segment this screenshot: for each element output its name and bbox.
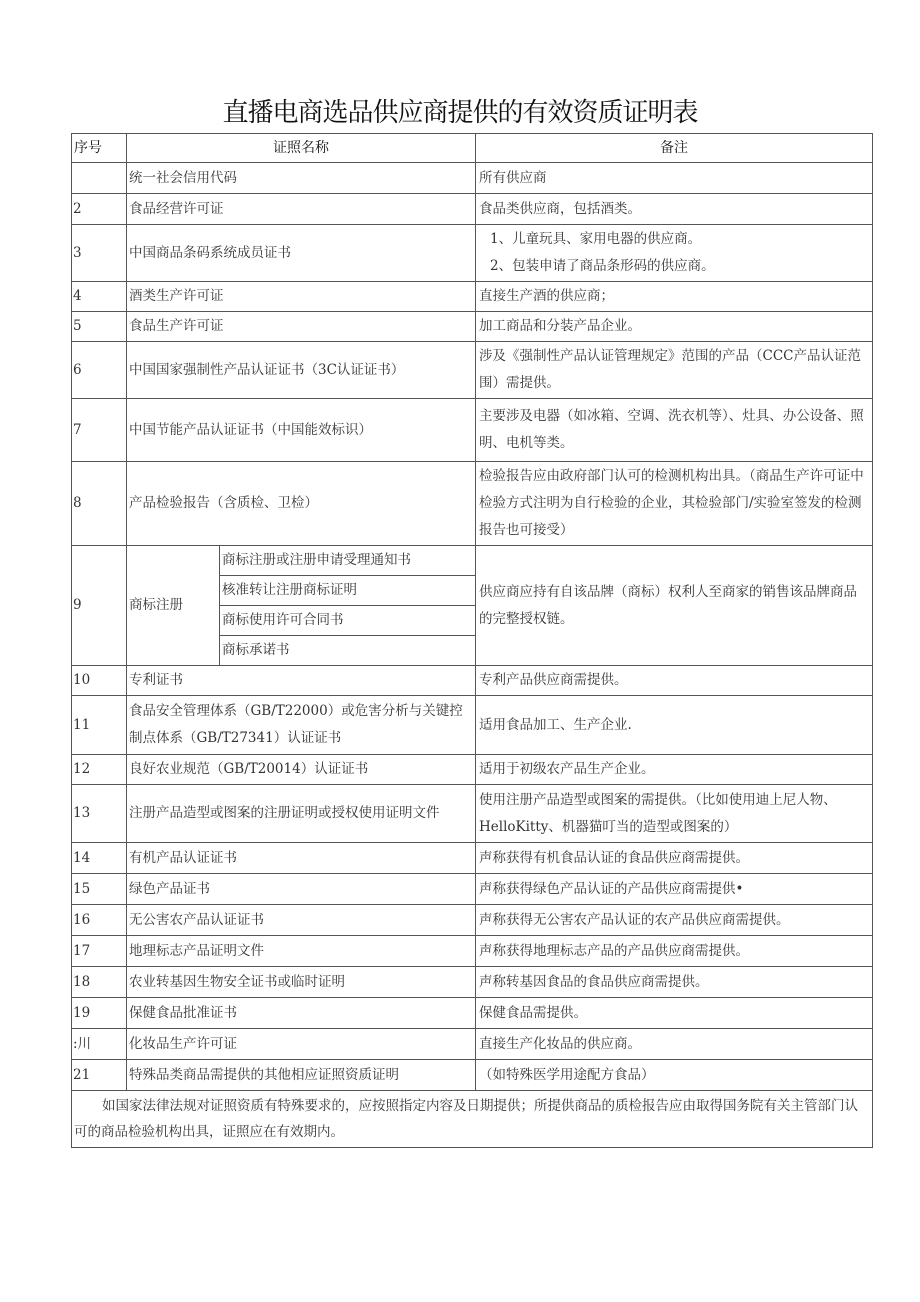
row-no: 5: [72, 312, 127, 342]
table-row: [72, 967, 873, 998]
table-row: [72, 342, 873, 399]
row-name: 酒类生产许可证: [127, 282, 476, 312]
row-note: 声称获得无公害农产品认证的农产品供应商需提供。: [476, 905, 873, 936]
header-no: 序号: [72, 134, 127, 163]
row-note: 专利产品供应商需提供。: [476, 666, 873, 696]
row-name: 注册产品造型或图案的注册证明或授权使用证明文件: [127, 785, 476, 843]
table-row: [72, 399, 873, 462]
row-name: 中国国家强制性产品认证证书（3C认证证书）: [127, 342, 476, 399]
table-row: [72, 282, 873, 312]
row-no: 7: [72, 399, 127, 462]
row-note: 直接生产化妆品的供应商。: [476, 1029, 873, 1060]
row-no: 19: [72, 998, 127, 1029]
row-note: 保健食品需提供。: [476, 998, 873, 1029]
row-note: 检验报告应由政府部门认可的检测机构出具。（商品生产许可证中检验方式注明为自行检验的企业，其检验部门/实验室签发的检测报告也可接受）: [476, 462, 873, 546]
row-note-line: 2、包装申请了商品条形码的供应商。: [490, 258, 715, 274]
row-name: 有机产品认证证书: [127, 843, 476, 874]
row-note: 涉及《强制性产品认证管理规定》范围的产品（CCC产品认证范围）需提供。: [476, 342, 873, 399]
table-footer-row: [72, 1091, 873, 1148]
row-name: 特殊品类商品需提供的其他相应证照资质证明: [127, 1060, 476, 1091]
row-name: 产品检验报告（含质检、卫检）: [127, 462, 476, 546]
row-no: 3: [72, 225, 127, 282]
row-no: 8: [72, 462, 127, 546]
table-row: [72, 755, 873, 785]
row-name: 化妆品生产许可证: [127, 1029, 476, 1060]
row-no: 17: [72, 936, 127, 967]
table-row: [72, 936, 873, 967]
row-note: 使用注册产品造型或图案的需提供。（比如使用迪上尼人物、HelloKitty、机器猫叮当的造型或图案的）: [476, 785, 873, 843]
row-name: 中国节能产品认证证书（中国能效标识）: [127, 399, 476, 462]
row-no: 18: [72, 967, 127, 998]
row-name: 食品生产许可证: [127, 312, 476, 342]
row-name: 专利证书: [127, 666, 476, 696]
row-note: 声称获得绿色产品认证的产品供应商需提供•: [476, 874, 873, 905]
row-note: （如特殊医学用途配方食品）: [476, 1060, 873, 1091]
table-row: [72, 874, 873, 905]
row-name: 良好农业规范（GB/T20014）认证证书: [127, 755, 476, 785]
row-note: 加工商品和分装产品企业。: [476, 312, 873, 342]
table-header-row: [72, 134, 873, 163]
row-name: 统一社会信用代码: [127, 163, 476, 194]
table-row: [72, 194, 873, 225]
row-no: 9: [72, 546, 127, 666]
table-row: [72, 163, 873, 194]
sub-item: 商标承诺书: [220, 636, 476, 666]
row-no: 10: [72, 666, 127, 696]
header-name: 证照名称: [127, 134, 476, 163]
table-row: [72, 312, 873, 342]
header-note: 备注: [476, 134, 873, 163]
row-note: 适用食品加工、生产企业.: [476, 696, 873, 755]
row-note-line: 1、儿童玩具、家用电器的供应商。: [490, 231, 702, 247]
row-no: 14: [72, 843, 127, 874]
row-name: 农业转基因生物安全证书或临时证明: [127, 967, 476, 998]
table-row: [72, 998, 873, 1029]
row-no: 12: [72, 755, 127, 785]
row-note: 供应商应持有自该品牌（商标）权利人至商家的销售该品牌商品的完整授权链。: [476, 546, 873, 666]
row-no: 11: [72, 696, 127, 755]
row-name: 地理标志产品证明文件: [127, 936, 476, 967]
table-row: [72, 462, 873, 546]
page-title: 直播电商选品供应商提供的有效资质证明表: [222, 98, 698, 128]
table-row: [72, 905, 873, 936]
row-no: :川: [72, 1029, 127, 1060]
sub-item: 商标使用许可合同书: [220, 606, 476, 636]
row-name: 绿色产品证书: [127, 874, 476, 905]
row-name: 中国商品条码系统成员证书: [127, 225, 476, 282]
table-row: [72, 666, 873, 696]
table-row: [72, 546, 873, 576]
table-row: [72, 1060, 873, 1091]
row-no: 21: [72, 1060, 127, 1091]
row-no: 4: [72, 282, 127, 312]
row-note: 声称转基因食品的食品供应商需提供。: [476, 967, 873, 998]
row-note: [476, 225, 873, 282]
row-note: 所有供应商: [476, 163, 873, 194]
row-no: 6: [72, 342, 127, 399]
sub-item: 核准转让注册商标证明: [220, 576, 476, 606]
row-note: 食品类供应商，包括酒类。: [476, 194, 873, 225]
row-name: 食品经营许可证: [127, 194, 476, 225]
qualification-table: [71, 133, 873, 1148]
row-note: 声称获得地理标志产品的产品供应商需提供。: [476, 936, 873, 967]
row-name: 无公害农产品认证证书: [127, 905, 476, 936]
row-no: 13: [72, 785, 127, 843]
row-note: 主要涉及电器（如冰箱、空调、洗衣机等）、灶具、办公设备、照明、电机等类。: [476, 399, 873, 462]
row-no: 15: [72, 874, 127, 905]
row-note: 直接生产酒的供应商；: [476, 282, 873, 312]
row-note: 声称获得有机食品认证的食品供应商需提供。: [476, 843, 873, 874]
table-row: [72, 696, 873, 755]
row-name: 商标注册: [127, 546, 220, 666]
row-note: 适用于初级农产品生产企业。: [476, 755, 873, 785]
footer-note: 如国家法律法规对证照资质有特殊要求的，应按照指定内容及日期提供；所提供商品的质检报告应由取得国务院有关主管部门认可的商品检验机构出具，证照应在有效期内。: [72, 1091, 873, 1148]
table-row: [72, 785, 873, 843]
row-no: 16: [72, 905, 127, 936]
table-row: [72, 225, 873, 282]
row-name: 保健食品批准证书: [127, 998, 476, 1029]
sub-item: 商标注册或注册申请受理通知书: [220, 546, 476, 576]
row-name: 食品安全管理体系（GB/T22000）或危害分析与关键控制点体系（GB/T27341）认证证书: [127, 696, 476, 755]
row-no: [72, 163, 127, 194]
row-no: 2: [72, 194, 127, 225]
table-row: [72, 1029, 873, 1060]
table-row: [72, 843, 873, 874]
